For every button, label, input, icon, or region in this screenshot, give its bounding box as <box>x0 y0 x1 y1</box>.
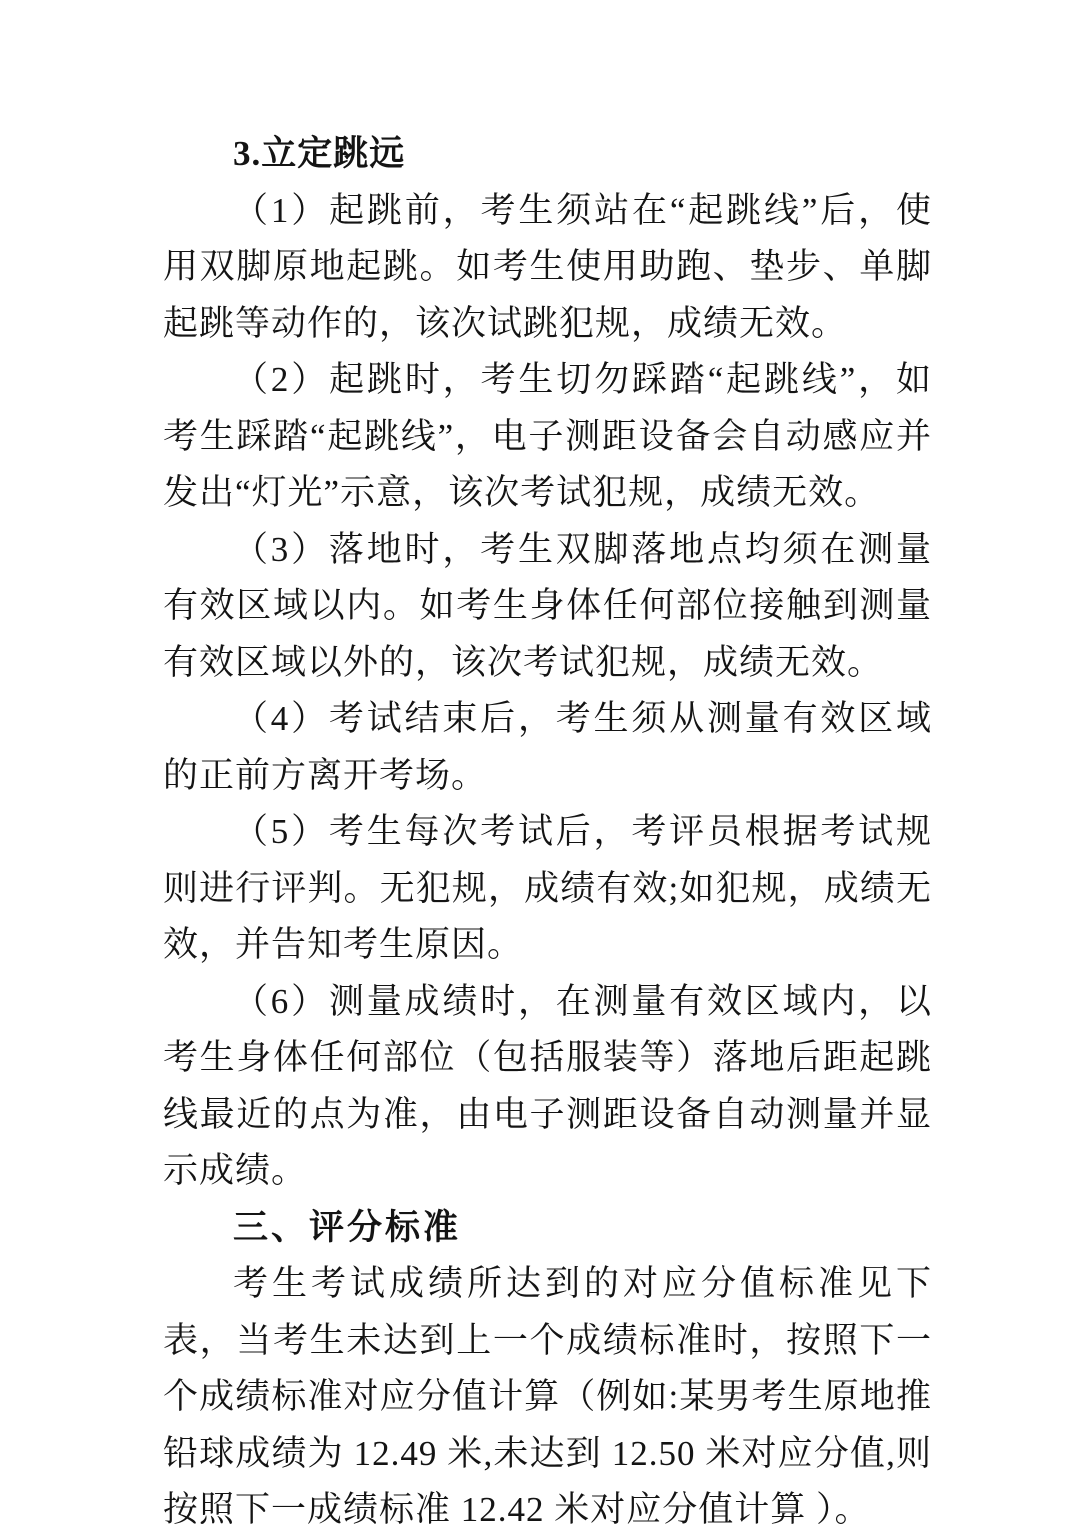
rule-item-5: （5）考生每次考试后，考评员根据考试规则进行评判。无犯规，成绩有效;如犯规，成绩无效，并告知考生原因。 <box>163 812 932 964</box>
rule-item-1: （1）起跳前，考生须站在“起跳线”后，使用双脚原地起跳。如考生使用助跑、垫步、单脚起跳等动作的，该次试跳犯规，成绩无效。 <box>163 190 932 343</box>
section-heading-scoring-standard: 三、评分标准 <box>233 1207 462 1247</box>
rule-item-6: （6）测量成绩时，在测量有效区域内，以考生身体任何部位（包括服装等）落地后距起跳线最近的点为准，由电子测距设备自动测量并显示成绩。 <box>163 981 932 1190</box>
rule-item-2: （2）起跳时，考生切勿踩踏“起跳线”，如考生踩踏“起跳线”，电子测距设备会自动感应并发出“灯光”示意，该次考试犯规，成绩无效。 <box>163 360 932 512</box>
scoring-standard-description: 考生考试成绩所达到的对应分值标准见下表，当考生未达到上一个成绩标准时，按照下一个成绩标准对应分值计算（例如:某男考生原地推铅球成绩为 12.49 米,未达到 12.50 米对应分值,则按照下一成绩标准 12.42 米对应分值计算 ）。 <box>163 1264 932 1529</box>
section-heading-standing-long-jump: 3.立定跳远 <box>233 134 406 173</box>
rule-item-4: （4）考试结束后，考生须从测量有效区域的正前方离开考场。 <box>163 699 932 795</box>
rule-item-3: （3）落地时，考生双脚落地点均须在测量有效区域以内。如考生身体任何部位接触到测量有效区域以外的，该次考试犯规，成绩无效。 <box>163 529 932 682</box>
